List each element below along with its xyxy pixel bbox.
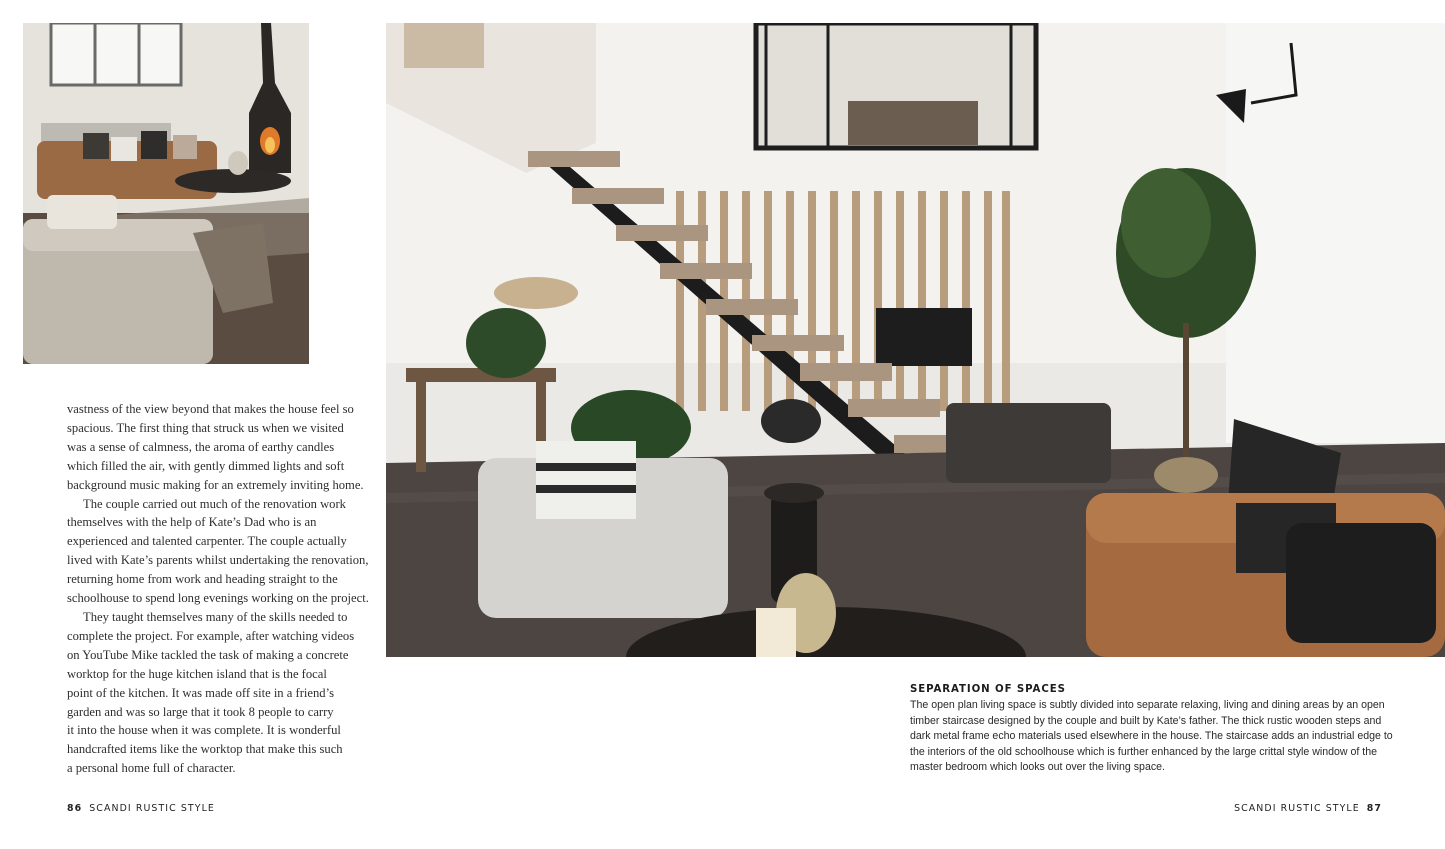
right-page-footer — [1234, 803, 1382, 814]
text-line: lived with Kate’s parents whilst undertaking the renovation, — [67, 553, 369, 568]
text-line: themselves with the help of Kate’s Dad who is an — [67, 515, 317, 530]
text-line: The couple carried out much of the renovation work — [83, 496, 346, 511]
text-line: garden and was so large that it took 8 people to carry — [67, 704, 334, 719]
text-line: experienced and talented carpenter. The couple actually — [67, 534, 347, 549]
text-line: They taught themselves many of the skills needed to — [83, 609, 348, 624]
body-text-column — [67, 400, 369, 778]
living-room-illustration — [23, 23, 309, 364]
text-line: schoolhouse to spend long evenings working on the project. — [67, 591, 369, 606]
paragraph-1 — [67, 400, 364, 495]
caption-line: timber staircase designed by the couple and built by Kate’s father. The thick rustic wooden steps and — [910, 714, 1382, 727]
text-line: on YouTube Mike tackled the task of making a concrete — [67, 647, 349, 662]
left-running-title: SCANDI RUSTIC STYLE — [89, 803, 215, 814]
left-page-number: 86 — [67, 803, 83, 814]
text-line: complete the project. For example, after watching videos — [67, 628, 355, 643]
open-plan-living-space-photo — [386, 23, 1445, 657]
left-page-footer — [67, 803, 215, 814]
caption-line: master bedroom which looks out over the living space. — [910, 761, 1165, 774]
text-line: a personal home full of character. — [67, 761, 236, 776]
caption-line: dark metal frame echo materials used elsewhere in the house. The staircase adds an industrial edge to — [910, 730, 1393, 743]
text-line: spacious. The first thing that struck us when we visited — [67, 420, 344, 435]
text-line: vastness of the view beyond that makes the house feel so — [67, 402, 354, 416]
text-line: background music making for an extremely inviting home. — [67, 477, 364, 492]
text-line: point of the kitchen. It was made off site in a friend’s — [67, 685, 334, 700]
paragraph-3 — [67, 608, 357, 778]
right-page-number: 87 — [1366, 803, 1382, 814]
text-line: returning home from work and heading straight to the — [67, 572, 338, 587]
living-room-photo — [23, 23, 309, 364]
caption-title: SEPARATION OF SPACES — [910, 684, 1066, 695]
photo-caption — [910, 684, 1393, 776]
caption-line: the interiors of the old schoolhouse which is further enhanced by the large crittal style window of the — [910, 745, 1377, 758]
right-running-title: SCANDI RUSTIC STYLE — [1234, 803, 1360, 814]
caption-line: The open plan living space is subtly divided into separate relaxing, living and dining areas by an open — [910, 699, 1385, 711]
staircase-living-illustration — [386, 23, 1445, 657]
caption-text — [910, 698, 1393, 776]
text-line: handcrafted items like the worktop that make this such — [67, 742, 343, 757]
text-line: it into the house when it was complete. It is wonderful — [67, 723, 341, 738]
paragraph-2 — [67, 495, 369, 608]
text-line: which filled the air, with gently dimmed lights and soft — [67, 458, 345, 473]
text-line: worktop for the huge kitchen island that is the focal — [67, 666, 327, 681]
text-line: was a sense of calmness, the aroma of earthy candles — [67, 439, 335, 454]
